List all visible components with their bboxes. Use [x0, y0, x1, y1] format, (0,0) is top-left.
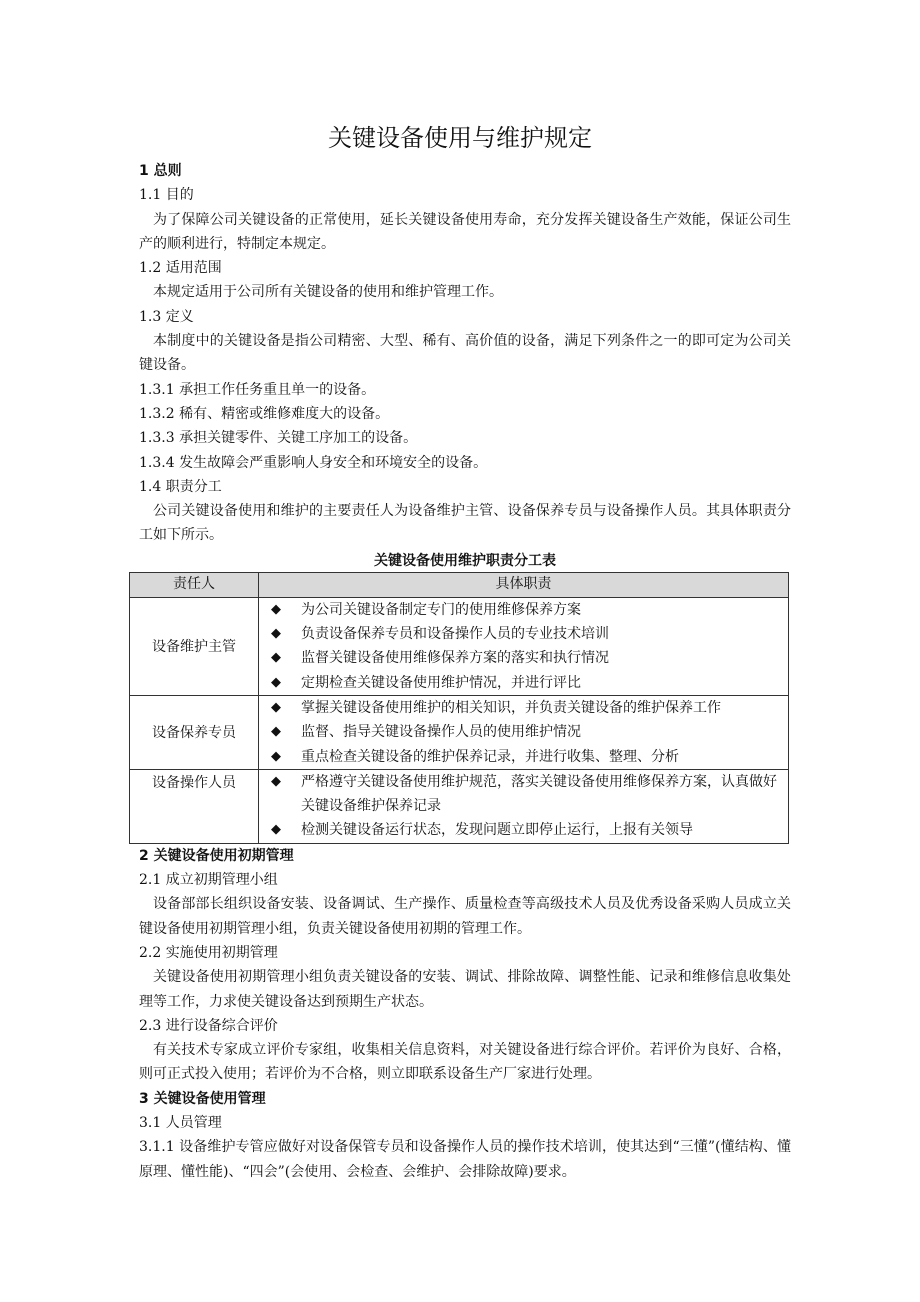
duty-text: 监督关键设备使用维修保养方案的落实和执行情况	[301, 650, 609, 667]
section-2-2-heading: 2.2 实施使用初期管理	[139, 944, 278, 961]
duty-text: 负责设备保养专员和设备操作人员的专业技术培训	[301, 626, 609, 643]
diamond-bullet-icon: ◆	[271, 650, 281, 666]
section-2-heading: 2 关键设备使用初期管理	[139, 847, 294, 864]
diamond-bullet-icon: ◆	[271, 748, 281, 764]
duty-item	[259, 671, 788, 695]
diamond-bullet-icon: ◆	[271, 601, 281, 617]
diamond-bullet-icon: ◆	[271, 822, 281, 838]
role-cell: 设备操作人员	[130, 769, 259, 843]
duty-item	[259, 696, 788, 720]
document-body	[139, 159, 791, 1184]
section-2-1-heading: 2.1 成立初期管理小组	[139, 872, 278, 889]
duty-item	[259, 598, 788, 622]
duty-item	[259, 745, 788, 769]
duty-item	[259, 818, 788, 842]
duty-item	[259, 770, 788, 819]
table-row	[130, 695, 789, 769]
section-1-4-text: 公司关键设备使用和维护的主要责任人为设备维护主管、设备保养专员与设备操作人员。其具体职责分工如下所示。	[139, 503, 791, 544]
duty-text: 定期检查关键设备使用维护情况，并进行评比	[301, 674, 581, 691]
section-1-3-4: 1.3.4 发生故障会严重影响人身安全和环境安全的设备。	[139, 454, 488, 471]
section-1-1-text: 为了保障公司关键设备的正常使用，延长关键设备使用寿命，充分发挥关键设备生产效能，保证公司生产的顺利进行，特制定本规定。	[139, 211, 791, 252]
section-2-1-text: 设备部部长组织设备安装、设备调试、生产操作、质量检查等高级技术人员及优秀设备采购人员成立关键设备使用初期管理小组，负责关键设备使用初期的管理工作。	[139, 896, 791, 937]
section-3-1-1-text: 3.1.1 设备维护专管应做好对设备保管专员和设备操作人员的操作技术培训，使其达到“三懂”(懂结构、懂原理、懂性能)、“四会”(会使用、会检查、会维护、会排除故障)要求。	[139, 1139, 791, 1180]
section-1-heading: 1 总则	[139, 163, 182, 179]
section-1-2-text: 本规定适用于公司所有关键设备的使用和维护管理工作。	[153, 284, 503, 301]
duty-text: 严格遵守关键设备使用维护规范，落实关键设备使用维修保养方案，认真做好关键设备维护保养记录	[301, 773, 777, 815]
section-1-3-3: 1.3.3 承担关键零件、关键工序加工的设备。	[139, 430, 418, 447]
section-1-3-text: 本制度中的关键设备是指公司精密、大型、稀有、高价值的设备，满足下列条件之一的即可定为公司关键设备。	[139, 333, 791, 374]
section-1-3-1: 1.3.1 承担工作任务重且单一的设备。	[139, 381, 376, 398]
diamond-bullet-icon: ◆	[271, 773, 281, 789]
document-title: 关键设备使用与维护规定	[328, 124, 592, 152]
section-3-heading: 3 关键设备使用管理	[139, 1090, 266, 1107]
duty-text: 掌握关键设备使用维护的相关知识，并负责关键设备的维护保养工作	[301, 699, 721, 716]
section-1-3-heading: 1.3 定义	[139, 308, 194, 325]
duty-text: 重点检查关键设备的维护保养记录，并进行收集、整理、分析	[301, 748, 679, 765]
diamond-bullet-icon: ◆	[271, 626, 281, 642]
section-1-3-2: 1.3.2 稀有、精密或维修难度大的设备。	[139, 405, 390, 422]
table-header-row	[130, 572, 789, 597]
table-row	[130, 597, 789, 695]
duties-cell	[259, 769, 789, 843]
duty-text: 监督、指导关键设备操作人员的使用维护情况	[301, 724, 581, 741]
section-3-1-heading: 3.1 人员管理	[139, 1114, 222, 1131]
duty-text: 为公司关键设备制定专门的使用维修保养方案	[301, 601, 581, 618]
diamond-bullet-icon: ◆	[271, 699, 281, 715]
responsibility-table	[129, 572, 789, 844]
duty-item	[259, 622, 788, 646]
role-cell: 设备保养专员	[130, 695, 259, 769]
section-1-4-heading: 1.4 职责分工	[139, 478, 222, 495]
diamond-bullet-icon: ◆	[271, 674, 281, 690]
duty-text: 检测关键设备运行状态，发现问题立即停止运行，上报有关领导	[301, 822, 693, 839]
section-2-2-text: 关键设备使用初期管理小组负责关键设备的安装、调试、排除故障、调整性能、记录和维修信息收集处理等工作，力求使关键设备达到预期生产状态。	[139, 969, 791, 1010]
section-2-3-text: 有关技术专家成立评价专家组，收集相关信息资料，对关键设备进行综合评价。若评价为良好、合格，则可正式投入使用；若评价为不合格，则立即联系设备生产厂家进行处理。	[139, 1042, 791, 1083]
duty-item	[259, 646, 788, 670]
table-row	[130, 769, 789, 843]
section-1-2-heading: 1.2 适用范围	[139, 260, 222, 277]
diamond-bullet-icon: ◆	[271, 724, 281, 740]
role-cell: 设备维护主管	[130, 597, 259, 695]
table-header-role: 责任人	[130, 572, 259, 597]
table-header-duties: 具体职责	[259, 572, 789, 597]
duty-item	[259, 720, 788, 744]
table-caption: 关键设备使用维护职责分工表	[374, 552, 556, 569]
section-2-3-heading: 2.3 进行设备综合评价	[139, 1017, 278, 1034]
section-1-1-heading: 1.1 目的	[139, 187, 194, 204]
duties-cell	[259, 597, 789, 695]
duties-cell	[259, 695, 789, 769]
